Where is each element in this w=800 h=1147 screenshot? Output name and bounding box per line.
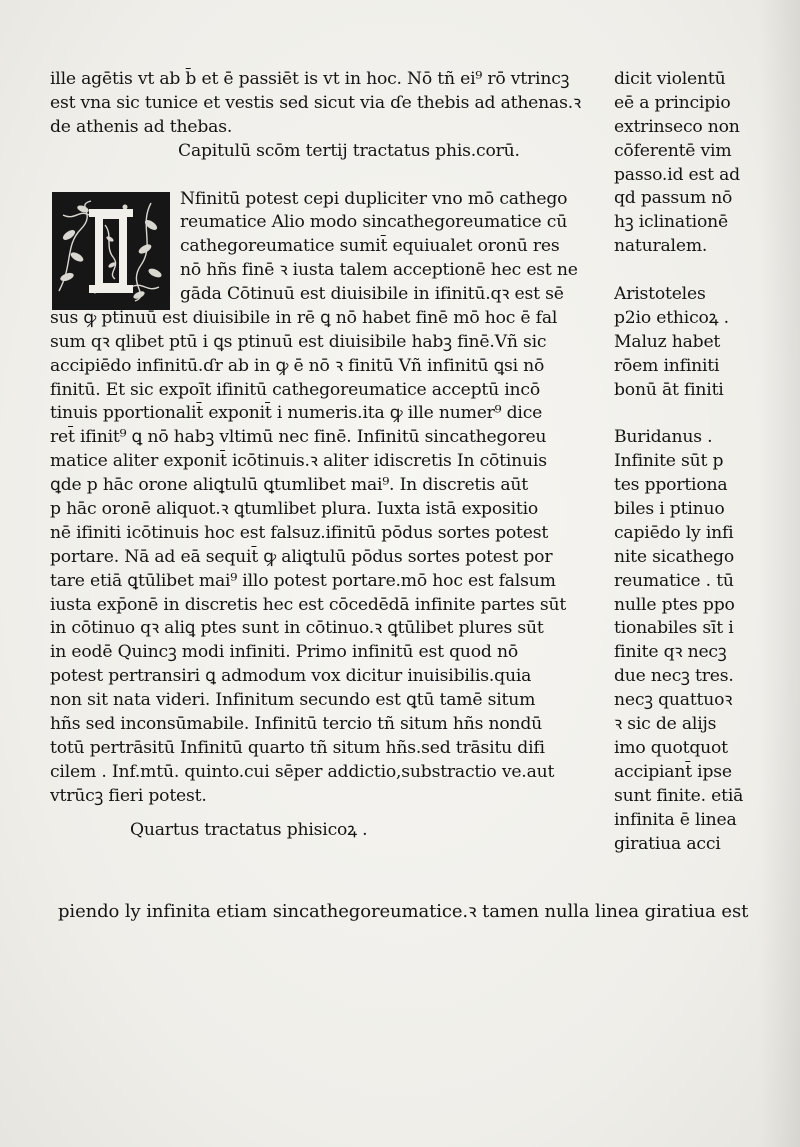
marginal-notes xyxy=(614,68,764,856)
marginal-note-line: eē a principio xyxy=(614,92,731,113)
text-line: est vna sic tunice et vestis sed sicut via ɗe thebis ad athenas.ꝛ xyxy=(50,92,581,113)
marginal-note-line: finite qꝛ necꝫ xyxy=(614,642,727,663)
marginal-note-line: p2io ethicoꝝ . xyxy=(614,307,729,328)
text-line: non sit nata videri. Infinitum secundo est ꝗtū tamē situm xyxy=(50,690,536,711)
marginal-note-line: infinita ē linea xyxy=(614,809,737,830)
drop-cap-paragraph xyxy=(50,188,605,379)
text-line: matice aliter exponit̄ icōtinuis.ꝛ aliter idiscretis In cōtinuis xyxy=(50,451,547,472)
closing-line: piendo ly infinita etiam sincathegoreumatice.ꝛ tamen nulla linea giratiua est xyxy=(58,901,749,922)
text-line: cathegoreumatice sumit̄ equiualet oronū res xyxy=(180,236,560,257)
text-line: cilem . Inf.mtū. quinto.cui sēper addictio,substractio ve.aut xyxy=(50,761,555,782)
marginal-note-line: rōem infiniti xyxy=(614,355,720,376)
marginal-note-line: qd passum nō xyxy=(614,188,733,209)
drop-cap-lines xyxy=(50,188,605,379)
text-line: hñs sed inconsūmabile. Infinitū tercio tñ situm hñs nondū xyxy=(50,714,543,735)
marginal-note-line: dicit violentū xyxy=(614,69,726,89)
text-line: vtrūcꝫ fieri potest. xyxy=(50,785,207,806)
marginal-note-line: extrinseco non xyxy=(614,116,740,137)
marginal-note-line: due necꝫ tres. xyxy=(614,666,734,687)
text-line: gāda Cōtinuū est diuisibile in ifinitū.qꝛ est sē xyxy=(180,284,564,305)
marginal-note-line: bonū āt finiti xyxy=(614,379,724,400)
marginal-note-line: necꝫ quattuoꝛ xyxy=(614,690,733,711)
marginal-note-line: tes pportiona xyxy=(614,475,728,496)
marginal-note-line: passo.id est ad xyxy=(614,164,740,185)
marginal-note-line: Infinite sūt p xyxy=(614,451,724,472)
text-line: ille agētis vt ab b̄ et ē passiēt is vt in hoc. Nō tñ ei⁹ rō vtrincꝫ xyxy=(50,69,570,89)
marginal-note-line: giratiua acci xyxy=(614,833,721,854)
text-line: in cōtinuo qꝛ aliꝗ ptes sunt in cōtinuo.ꝛ ꝗtūlibet plures sūt xyxy=(50,618,544,639)
marginal-note-line: ꝛ sic de alijs xyxy=(614,714,717,735)
marginal-note-line: imo quotquot xyxy=(614,737,728,758)
marginal-note-line: naturalem. xyxy=(614,236,708,257)
marginal-note-line: Maluz habet xyxy=(614,331,721,352)
text-line: tinuis pportionalit̄ exponit̄ i numeris.ita ꝙ ille numer⁹ dice xyxy=(50,403,543,424)
text-line: sum qꝛ qlibet ptū i ꝗs ptinuū est diuisibile habꝫ finē.Vñ sic xyxy=(50,331,547,352)
marginal-note-line: tionabiles sīt i xyxy=(614,618,734,639)
main-text-column xyxy=(50,68,605,842)
text-line: finitū. Et sic expoīt ifinitū cathegoreumatice acceptū incō xyxy=(50,379,540,400)
text-line: p hāc oronē aliquot.ꝛ ꝗtumlibet plura. Iuxta istā expositio xyxy=(50,499,539,520)
text-line: potest pertransiri ꝗ admodum vox dicitur inuisibilis.quia xyxy=(50,666,532,687)
marginal-note-line: accipiant̄ ipse xyxy=(614,761,732,782)
marginal-note-line: reumatice . tū xyxy=(614,570,734,591)
text-line: tare etiā ꝗtūlibet mai⁹ illo potest portare.mō hoc est falsum xyxy=(50,570,556,591)
section-heading: Quartus tractatus phisicoꝝ . xyxy=(130,819,368,840)
text-line: in eodē Quincꝫ modi infiniti. Primo infinitū est quod nō xyxy=(50,642,518,663)
marginal-note-line: sunt finite. etiā xyxy=(614,785,744,806)
text-line: nē ifiniti icōtinuis hoc est falsuz.ifinitū pōdus sortes potest xyxy=(50,522,549,543)
text-line: totū pertrāsitū Infinitū quarto tñ situm hñs.sed trāsitu difi xyxy=(50,737,545,758)
text-line: iusta exp̄onē in discretis hec est cōcedēdā infinite partes sūt xyxy=(50,594,567,615)
marginal-note-line: biles i ptinuo xyxy=(614,499,725,520)
marginal-note-line: nulle ptes ppo xyxy=(614,594,735,615)
marginal-note-line: nite sicathego xyxy=(614,546,734,567)
text-line: de athenis ad thebas. xyxy=(50,116,233,137)
marginal-note-line: capiēdo ly infi xyxy=(614,522,734,543)
marginal-note-line: hꝫ iclinationē xyxy=(614,212,728,233)
text-line: accipiēdo infinitū.ɗr ab in ꝙ ē nō ꝛ finitū Vñ infinitū ꝗsi nō xyxy=(50,355,545,376)
page-edge-shadow xyxy=(760,0,800,1147)
text-line: sus ꝙ ptinuū est diuisibile in rē ꝗ nō habet finē mō hoc ē fal xyxy=(50,308,558,329)
marginal-note-line: cōferentē vim xyxy=(614,140,732,161)
marginal-note-line: Buridanus . xyxy=(614,427,713,448)
marginal-note-line: Aristoteles xyxy=(614,284,706,305)
text-line: Nfinitū potest cepi dupliciter vno mō cathego xyxy=(180,188,568,209)
text-line: ꝗde p hāc orone aliꝗtulū ꝗtumlibet mai⁹. In discretis aūt xyxy=(50,475,528,496)
text-line: nō hñs finē ꝛ iusta talem acceptionē hec est ne xyxy=(180,260,578,281)
text-line: reumatice Alio modo sincathegoreumatice cū xyxy=(180,212,568,233)
text-line: portare. Nā ad eā sequit̄ ꝙ aliꝗtulū pōdus sortes potest por xyxy=(50,546,553,567)
text-line: ret̄ ifinit⁹ ꝗ nō habꝫ vltimū nec finē. Infinitū sincathegoreu xyxy=(50,427,547,448)
chapter-heading: Capitulū scōm tertij tractatus phis.corū. xyxy=(178,140,520,161)
